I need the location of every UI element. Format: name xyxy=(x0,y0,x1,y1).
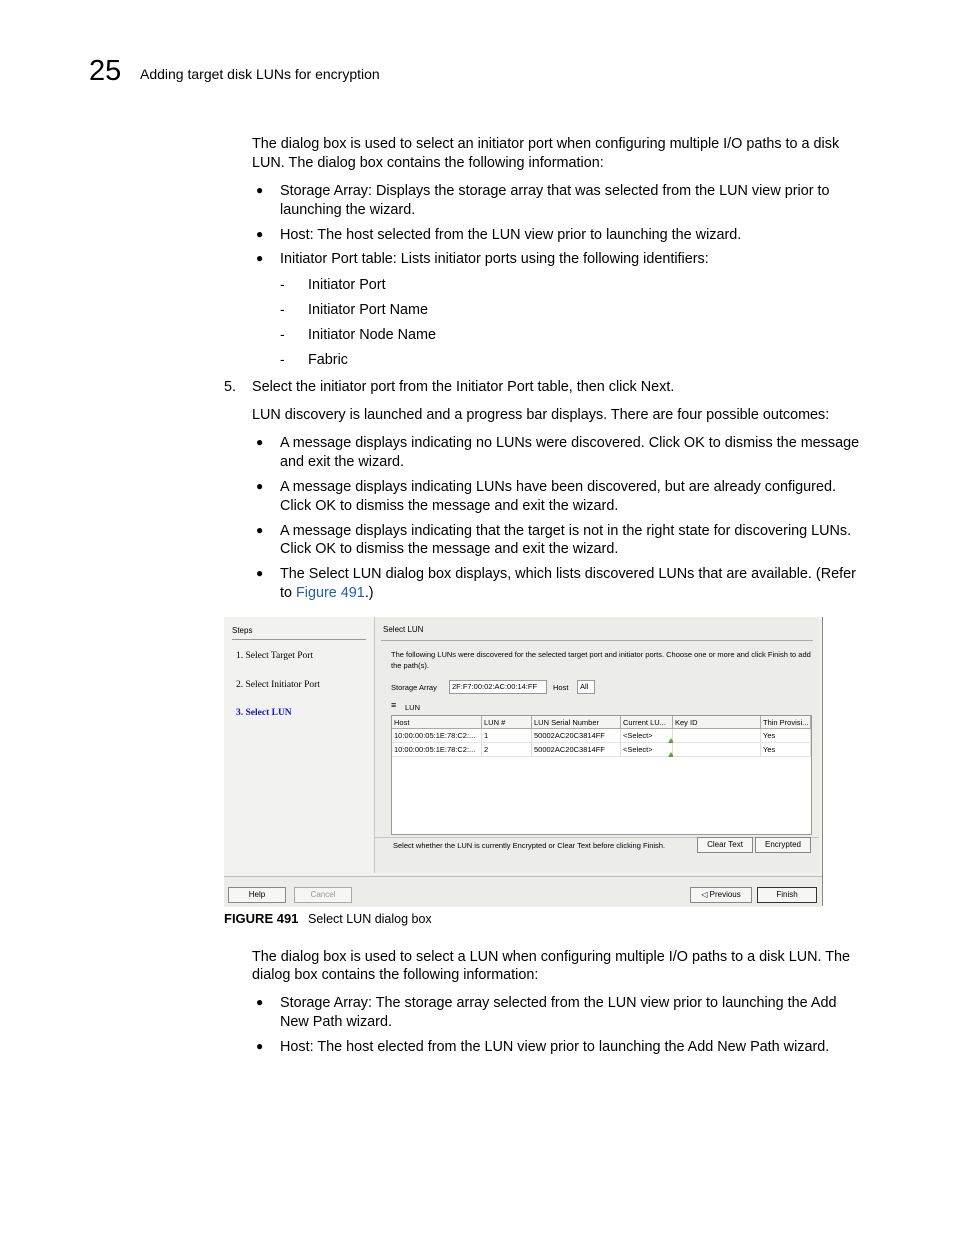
bullet-host xyxy=(280,226,741,245)
outcome-text: to dismiss the message and exit the wizard. xyxy=(335,498,619,514)
outcome-2-line-1: A message displays indicating LUNs have been discovered, but are already configured. xyxy=(280,479,836,495)
sub-item: Initiator Node Name xyxy=(308,327,436,343)
dash-icon: - xyxy=(280,326,285,342)
lun-icon: ≡ xyxy=(391,700,397,710)
cell-host: 10:00:00:05:1E:78:C2:... xyxy=(392,729,482,743)
bullet-text: : The host selected from the LUN view prior to launching the wizard. xyxy=(309,227,742,243)
cell-current-lun-state[interactable]: <Select> xyxy=(621,729,673,743)
sub-item: Initiator Port Name xyxy=(308,302,428,318)
bullet-storage-array-line-2: launching the wizard. xyxy=(280,202,416,218)
step-text: Select the initiator port from the xyxy=(252,379,456,395)
sub-item: Fabric xyxy=(308,352,348,368)
step-select-lun[interactable]: 3. Select LUN xyxy=(236,708,292,718)
step-text: . xyxy=(670,379,675,395)
step-5-para: LUN discovery is launched and a progress bar displays. There are four possible outcomes: xyxy=(252,407,830,423)
cell-lun-serial: 50002AC20C3814FF xyxy=(532,729,621,743)
term-initiator-port: Initiator Port xyxy=(455,379,534,395)
cell-lun-number: 2 xyxy=(482,743,532,757)
step-text: table, then click xyxy=(533,379,641,395)
outcome-text: to dismiss the message and exit the wizard. xyxy=(335,541,619,557)
steps-panel xyxy=(224,617,374,873)
cell-key-id xyxy=(673,729,761,743)
outcome-3-line-1: A message displays indicating that the target is not in the right state for discovering LUNs. xyxy=(280,523,852,539)
cell-key-id xyxy=(673,743,761,757)
figure-number: FIGURE 491 xyxy=(224,911,299,926)
col-key-id[interactable]: Key ID xyxy=(673,716,761,729)
previous-label: Previous xyxy=(709,890,741,899)
outcome-text: A message displays indicating no LUNs were discovered. Click xyxy=(280,435,684,451)
bullet-text: table: Lists initiator ports using the following identifiers: xyxy=(357,251,709,267)
term-ok: OK xyxy=(315,498,336,514)
cell-lun-serial: 50002AC20C3814FF xyxy=(532,743,621,757)
step-number: 5. xyxy=(224,379,237,395)
outcome-text: Click xyxy=(280,498,316,514)
term-host: Host xyxy=(280,1039,310,1055)
bullet-icon: ● xyxy=(256,435,264,449)
table-row[interactable] xyxy=(392,729,811,743)
bullet-icon: ● xyxy=(256,566,264,580)
storage-array-field[interactable]: 2F:F7:00:02:AC:00:14:FF xyxy=(449,680,547,694)
chapter-title: Adding target disk LUNs for encryption xyxy=(140,66,380,82)
bullet-icon: ● xyxy=(256,183,264,197)
host-field[interactable]: All xyxy=(577,680,595,694)
col-lun-number[interactable]: LUN # xyxy=(482,716,532,729)
encrypted-button[interactable]: Encrypted xyxy=(755,837,811,853)
after-bullet-storage-array-line-2: New Path wizard. xyxy=(280,1014,392,1030)
dash-icon: - xyxy=(280,301,285,317)
chapter-number: 25 xyxy=(89,55,122,87)
clear-text-button[interactable]: Clear Text xyxy=(697,837,753,853)
bullet-icon: ● xyxy=(256,227,264,241)
col-current-lun-state[interactable]: Current LU... xyxy=(621,716,673,729)
bullet-icon: ● xyxy=(256,479,264,493)
step-5-text xyxy=(252,378,674,397)
previous-button[interactable] xyxy=(690,887,752,903)
sub-item: Initiator Port xyxy=(308,277,386,293)
bullet-icon: ● xyxy=(256,523,264,537)
outcome-2-line-2 xyxy=(280,497,618,516)
term-ok: OK xyxy=(683,435,705,451)
cell-thin-provision: Yes xyxy=(761,743,811,757)
dash-icon: - xyxy=(280,276,285,292)
outcome-text: to xyxy=(280,585,296,601)
term-storage-array: Storage Array xyxy=(280,183,368,199)
step-select-target-port[interactable]: 1. Select Target Port xyxy=(236,651,314,661)
term-storage-array: Storage Array: xyxy=(280,995,372,1011)
outcome-text: dialog box displays, which lists discovered LUNs that are available. (Refer xyxy=(381,566,856,582)
bullet-icon: ● xyxy=(256,1039,264,1053)
term-initiator-port: Initiator Port xyxy=(280,251,358,267)
lun-label: LUN xyxy=(405,703,421,712)
bullet-icon: ● xyxy=(256,995,264,1009)
step-select-initiator-port[interactable]: 2. Select Initiator Port xyxy=(236,680,320,690)
intro-para-line-1: The dialog box is used to select an initiator port when configuring multiple I/O paths to a disk xyxy=(252,136,840,152)
outcome-text: Click xyxy=(280,541,316,557)
cancel-button[interactable]: Cancel xyxy=(294,887,352,903)
cell-current-lun-state[interactable]: <Select> xyxy=(621,743,673,757)
select-lun-pane xyxy=(374,617,819,873)
hint-text: Select whether the LUN is currently Encrypted or Clear Text before clicking Finish. xyxy=(393,841,666,850)
pane-description: The following LUNs were discovered for the selected target port and initiator ports. Choose one or more and click Finish to add the path(s). xyxy=(391,650,811,670)
figure-link[interactable]: Figure 491 xyxy=(296,585,365,601)
host-label: Host xyxy=(553,683,569,692)
term-ok: OK xyxy=(315,541,336,557)
outcome-text: .) xyxy=(364,585,374,601)
divider xyxy=(381,640,813,641)
term-host: Host xyxy=(280,227,310,243)
divider xyxy=(232,639,366,640)
table-row[interactable] xyxy=(392,743,811,757)
storage-array-label: Storage Array xyxy=(391,683,437,692)
outcome-1-line-2: and exit the wizard. xyxy=(280,454,404,470)
figure-caption: Select LUN dialog box xyxy=(308,912,432,926)
outcome-1-line-1 xyxy=(280,434,859,453)
col-lun-serial[interactable]: LUN Serial Number xyxy=(532,716,621,729)
term-next: Next xyxy=(640,379,671,395)
cell-thin-provision: Yes xyxy=(761,729,811,743)
term-select-lun: Select LUN xyxy=(308,566,382,582)
pane-title: Select LUN xyxy=(383,625,424,634)
select-lun-dialog xyxy=(224,617,823,906)
dialog-button-bar xyxy=(224,876,822,907)
outcome-4-line-2 xyxy=(280,584,374,603)
bullet-icon: ● xyxy=(256,251,264,265)
after-bullet-storage-array xyxy=(280,994,836,1013)
outcome-3-line-2 xyxy=(280,540,618,559)
col-thin-provision[interactable]: Thin Provisi... xyxy=(761,716,811,729)
steps-title: Steps xyxy=(232,626,253,635)
bullet-storage-array xyxy=(280,182,830,201)
previous-arrow-icon: ◁ xyxy=(701,890,710,899)
after-bullet-host xyxy=(280,1038,829,1057)
outcome-text: The xyxy=(280,566,309,582)
col-host[interactable]: Host xyxy=(392,716,482,729)
outcome-text: to dismiss the message xyxy=(704,435,860,451)
help-button[interactable]: Help xyxy=(228,887,286,903)
bullet-text: : Displays the storage array that was selected from the LUN view prior to xyxy=(368,183,830,199)
cell-host: 10:00:00:05:1E:78:C2:... xyxy=(392,743,482,757)
outcome-4-line-1 xyxy=(280,565,856,584)
bullet-text: The storage array selected from the LUN view prior to launching the Add xyxy=(372,995,837,1011)
lun-table[interactable] xyxy=(391,715,812,835)
finish-button[interactable]: Finish xyxy=(757,887,817,903)
after-para-line-2: dialog box contains the following information: xyxy=(252,967,539,983)
intro-para-line-2: LUN. The dialog box contains the following information: xyxy=(252,155,604,171)
cell-lun-number: 1 xyxy=(482,729,532,743)
bullet-text: : The host elected from the LUN view prior to launching the Add New Path wizard. xyxy=(309,1039,830,1055)
bullet-initiator-port xyxy=(280,250,709,269)
dash-icon: - xyxy=(280,351,285,367)
after-para-line-1: The dialog box is used to select a LUN when configuring multiple I/O paths to a disk LUN. The xyxy=(252,949,851,965)
